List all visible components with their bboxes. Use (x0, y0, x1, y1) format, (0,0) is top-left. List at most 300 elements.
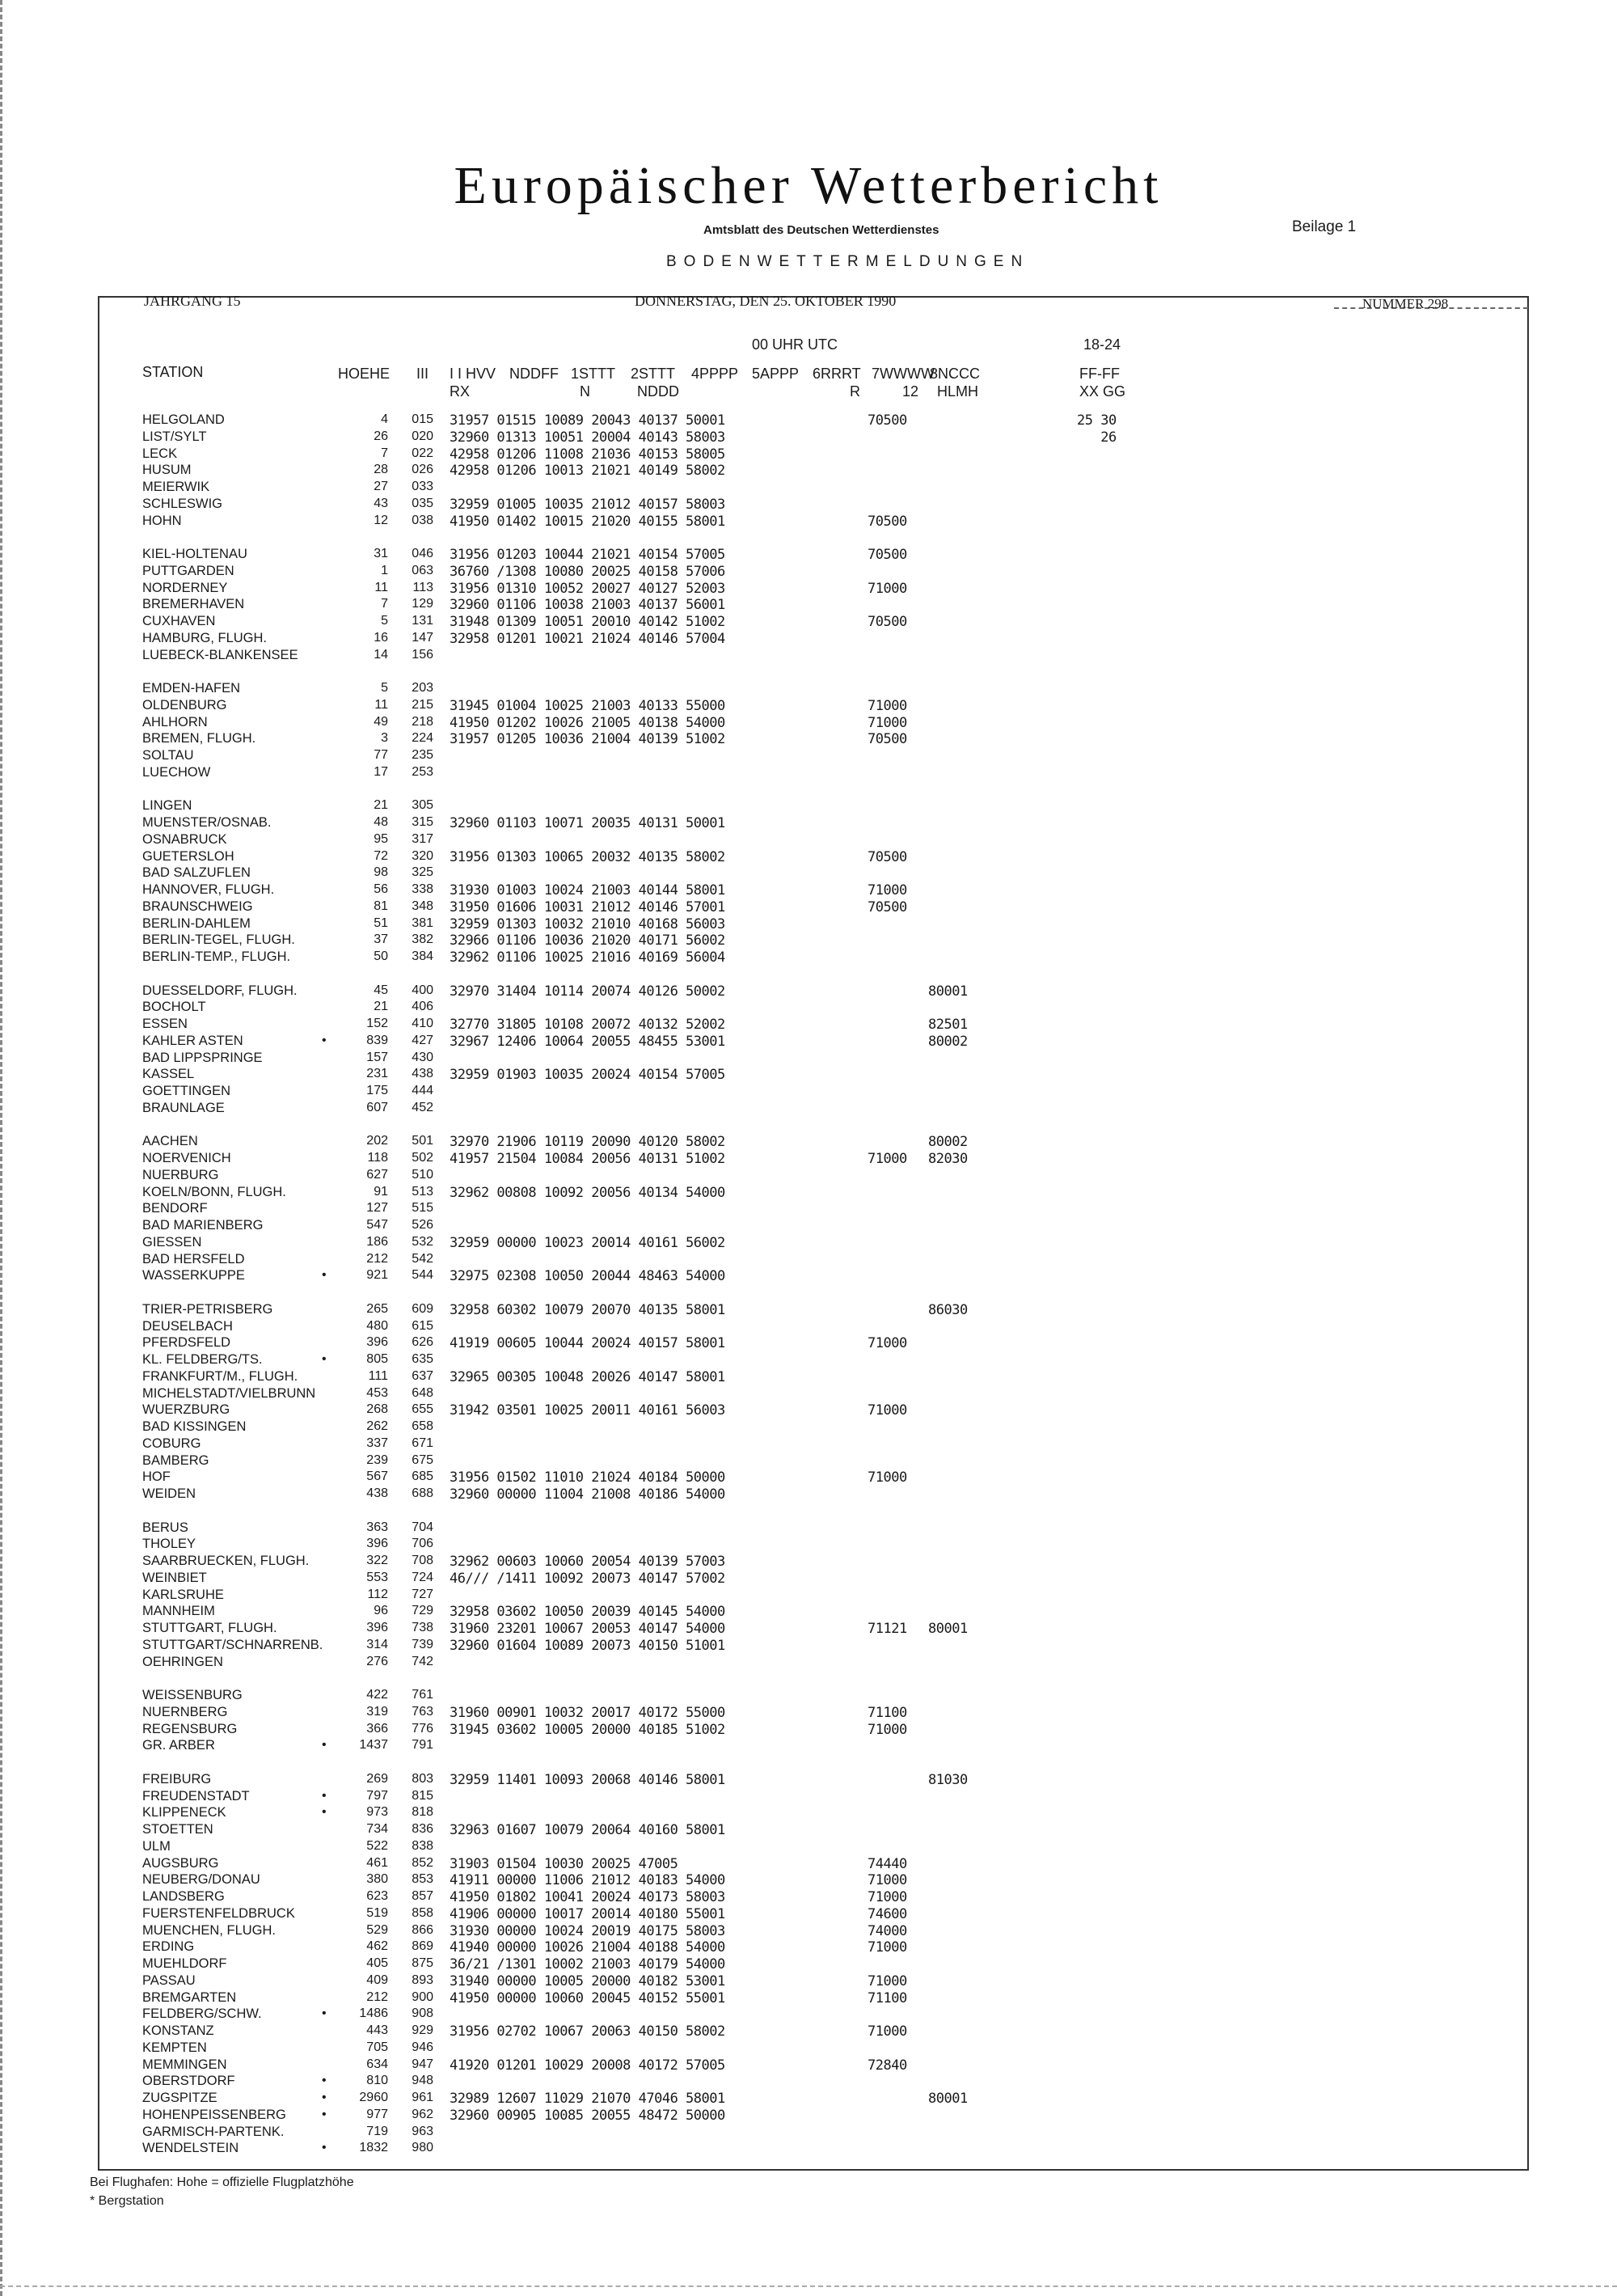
synop-groups: 32965 00305 10048 20026 40147 58001 (450, 1368, 725, 1385)
station-height: 95 (374, 831, 388, 846)
station-index: 038 (412, 513, 433, 527)
station-index: 763 (412, 1704, 433, 1719)
station-height: 977 (366, 2107, 388, 2121)
page-title: Europäischer Wetterbericht (454, 156, 1163, 215)
col-iii: III (416, 366, 429, 382)
period-header: 18-24 (1083, 336, 1121, 353)
group-8nccc: 80002 (928, 1033, 968, 1050)
station-index: 131 (412, 614, 433, 628)
station-name: LECK (142, 446, 178, 461)
col-5appp: 5APPP (752, 366, 800, 382)
synop-groups: 31950 01606 10031 21012 40146 57001 (450, 899, 725, 915)
station-height: 322 (366, 1554, 388, 1567)
station-name: HAMBURG, FLUGH. (142, 630, 268, 645)
col-12: 12 (902, 383, 919, 400)
station-index: 544 (412, 1268, 433, 1283)
station-name: BAD SALZUFLEN (142, 865, 251, 881)
station-height: 269 (366, 1771, 388, 1786)
supplement-label: Beilage 1 (1292, 218, 1357, 235)
station-height: 186 (366, 1234, 388, 1249)
col-xxgg: XX GG (1079, 383, 1126, 400)
station-height: 7 (381, 597, 388, 611)
station-name: HOHN (142, 513, 182, 528)
station-name: LINGEN (142, 798, 192, 814)
synop-groups: 32959 01903 10035 20024 40154 57005 (450, 1067, 725, 1084)
station-index: 739 (412, 1637, 433, 1651)
mountain-marker: • (322, 2091, 327, 2104)
station-height: 11 (374, 580, 388, 594)
station-height: 49 (374, 714, 388, 729)
station-name: NUERBURG (142, 1167, 219, 1182)
date-label: DONNERSTAG, DEN 25. OKTOBER 1990 (635, 293, 897, 309)
station-height: 461 (366, 1855, 388, 1870)
station-name: OSNABRUCK (142, 831, 227, 847)
station-height: 43 (374, 496, 388, 510)
synop-groups: 32958 60302 10079 20070 40135 58001 (450, 1301, 725, 1318)
synop-groups: 32975 02308 10050 20044 48463 54000 (450, 1268, 725, 1285)
synop-groups: 31942 03501 10025 20011 40161 56003 (450, 1402, 725, 1419)
synop-groups: 32962 01106 10025 21016 40169 56004 (450, 949, 725, 966)
station-index: 875 (412, 1956, 433, 1970)
synop-groups: 32966 01106 10036 21020 40171 56002 (450, 932, 725, 949)
station-name: BERLIN-TEMP., FLUGH. (142, 949, 291, 964)
station-name: NOERVENICH (142, 1151, 231, 1165)
station-name: STUTTGART, FLUGH. (142, 1621, 277, 1635)
station-index: 742 (412, 1654, 433, 1668)
station-index: 648 (412, 1385, 433, 1400)
synop-groups: 32770 31805 10108 20072 40132 52002 (450, 1017, 725, 1033)
station-name: GR. ARBER (142, 1738, 215, 1753)
col-nddff: NDDFF (509, 366, 559, 382)
station-index: 853 (412, 1872, 433, 1887)
station-height: 380 (366, 1872, 388, 1887)
station-index: 215 (412, 697, 433, 712)
station-height: 973 (366, 1805, 388, 1820)
synop-groups: 32959 11401 10093 20068 40146 58001 (450, 1771, 725, 1788)
synop-groups: 31945 01004 10025 21003 40133 55000 (450, 697, 725, 714)
station-name: HOHENPEISSENBERG (142, 2107, 286, 2122)
station-height: 627 (366, 1167, 388, 1182)
station-name: ZUGSPITZE (142, 2091, 217, 2105)
station-name: MUENCHEN, FLUGH. (142, 1922, 277, 1938)
station-height: 1832 (359, 2141, 388, 2155)
station-height: 363 (366, 1520, 388, 1534)
synop-groups: 31960 23201 10067 20053 40147 54000 (450, 1621, 725, 1637)
synop-groups: 32960 00905 10085 20055 48472 50000 (450, 2107, 725, 2124)
station-height: 21 (374, 798, 388, 813)
group-8nccc: 86030 (928, 1301, 968, 1318)
station-name: ERDING (142, 1939, 195, 1955)
station-name: MUEHLDORF (142, 1956, 227, 1971)
station-index: 542 (412, 1251, 433, 1266)
group-7wwww: 70500 (868, 899, 907, 915)
station-name: AACHEN (142, 1134, 198, 1149)
station-height: 553 (366, 1570, 388, 1584)
station-height: 37 (374, 932, 388, 947)
time-header: 00 UHR UTC (752, 336, 838, 353)
station-height: 396 (366, 1621, 388, 1634)
synop-groups: 32970 21906 10119 20090 40120 58002 (450, 1134, 725, 1151)
station-index: 063 (412, 563, 433, 577)
station-height: 2960 (359, 2091, 388, 2104)
station-name: KONSTANZ (142, 2023, 214, 2038)
group-8nccc: 81030 (928, 1771, 968, 1788)
station-name: BAD KISSINGEN (142, 1419, 247, 1434)
group-8nccc: 80001 (928, 1621, 968, 1637)
station-name: BRAUNLAGE (142, 1100, 225, 1115)
station-index: 305 (412, 798, 433, 813)
group-7wwww: 70500 (868, 412, 907, 429)
group-7wwww: 72840 (868, 2057, 907, 2074)
station-index: 022 (412, 446, 433, 460)
synop-groups: 36760 /1308 10080 20025 40158 57006 (450, 563, 725, 580)
station-name: OBERSTDORF (142, 2074, 235, 2089)
station-height: 805 (366, 1352, 388, 1366)
station-height: 212 (366, 1251, 388, 1266)
station-name: HELGOLAND (142, 412, 225, 427)
station-index: 685 (412, 1469, 433, 1484)
station-name: BREMEN, FLUGH. (142, 731, 256, 746)
station-index: 947 (412, 2057, 433, 2071)
station-index: 502 (412, 1151, 433, 1165)
station-name: FELDBERG/SCHW. (142, 2006, 262, 2022)
station-index: 147 (412, 630, 433, 645)
station-name: ESSEN (142, 1017, 188, 1031)
mountain-marker: • (322, 1352, 327, 1366)
station-index: 729 (412, 1604, 433, 1618)
station-name: WENDELSTEIN (142, 2141, 239, 2156)
station-index: 706 (412, 1537, 433, 1551)
station-name: MEIERWIK (142, 480, 210, 494)
col-2sttt: 2STTT (631, 366, 676, 382)
station-height: 1437 (359, 1738, 388, 1753)
station-height: 443 (366, 2023, 388, 2037)
station-height: 96 (374, 1604, 388, 1618)
station-name: MANNHEIM (142, 1604, 215, 1619)
station-height: 16 (374, 630, 388, 645)
station-index: 129 (412, 597, 433, 611)
synop-groups: 31960 00901 10032 20017 40172 55000 (450, 1704, 725, 1721)
group-7wwww: 71121 (868, 1621, 907, 1637)
station-name: NORDERNEY (142, 580, 228, 595)
station-height: 405 (366, 1956, 388, 1970)
station-name: SAARBRUECKEN, FLUGH. (142, 1554, 310, 1568)
station-name: BREMERHAVEN (142, 597, 245, 612)
synop-groups: 32958 03602 10050 20039 40145 54000 (450, 1604, 725, 1621)
station-height: 202 (366, 1134, 388, 1148)
station-name: AUGSBURG (142, 1855, 219, 1871)
group-7wwww: 71000 (868, 714, 907, 731)
group-7wwww: 74440 (868, 1855, 907, 1872)
station-name: FREIBURG (142, 1771, 212, 1786)
station-height: 623 (366, 1889, 388, 1903)
station-index: 671 (412, 1436, 433, 1450)
station-height: 11 (374, 697, 388, 712)
synop-groups: 32962 00603 10060 20054 40139 57003 (450, 1554, 725, 1570)
station-name: KARLSRUHE (142, 1587, 224, 1602)
mountain-marker: • (322, 2006, 327, 2021)
station-index: 438 (412, 1067, 433, 1081)
synop-groups: 31930 00000 10024 20019 40175 58003 (450, 1922, 725, 1939)
station-name: BAD LIPPSPRINGE (142, 1050, 263, 1065)
group-7wwww: 70500 (868, 848, 907, 865)
col-6rrrt: 6RRRT (813, 366, 861, 382)
station-name: BENDORF (142, 1201, 208, 1216)
synop-groups: 41940 00000 10026 21004 40188 54000 (450, 1939, 725, 1956)
station-index: 020 (412, 429, 433, 443)
synop-groups: 41950 01402 10015 21020 40155 58001 (450, 513, 725, 530)
synop-groups: 41950 01202 10026 21005 40138 54000 (450, 714, 725, 731)
group-7wwww: 71000 (868, 2023, 907, 2040)
synop-groups: 32989 12607 11029 21070 47046 58001 (450, 2091, 725, 2107)
synop-groups: 32960 01313 10051 20004 40143 58003 (450, 429, 725, 446)
col-rx: RX (450, 383, 471, 400)
station-index: 338 (412, 882, 433, 896)
station-height: 396 (366, 1335, 388, 1350)
station-height: 453 (366, 1385, 388, 1400)
station-height: 519 (366, 1905, 388, 1920)
station-height: 50 (374, 949, 388, 963)
station-height: 337 (366, 1436, 388, 1450)
scan-left-edge (0, 0, 5, 2296)
station-height: 98 (374, 865, 388, 880)
station-name: KEMPTEN (142, 2040, 207, 2055)
group-7wwww: 74000 (868, 1922, 907, 1939)
station-name: BERLIN-TEGEL, FLUGH. (142, 932, 295, 948)
col-hoehe: HOEHE (338, 366, 391, 382)
group-7wwww: 71000 (868, 1335, 907, 1352)
synop-groups: 46/// /1411 10092 20073 40147 57002 (450, 1570, 725, 1587)
station-index: 382 (412, 932, 433, 947)
station-name: HOF (142, 1469, 171, 1485)
col-ihvv: I I HVV (450, 366, 496, 382)
synop-groups: 31956 01203 10044 21021 40154 57005 (450, 547, 725, 563)
col-4pppp: 4PPPP (691, 366, 739, 382)
group-7wwww: 70500 (868, 731, 907, 748)
mountain-marker: • (322, 1788, 327, 1803)
station-name: MUENSTER/OSNAB. (142, 815, 272, 830)
station-index: 688 (412, 1486, 433, 1500)
station-index: 961 (412, 2091, 433, 2104)
station-index: 224 (412, 731, 433, 746)
station-index: 857 (412, 1889, 433, 1903)
station-index: 858 (412, 1905, 433, 1920)
station-height: 17 (374, 764, 388, 779)
station-name: KIEL-HOLTENAU (142, 547, 247, 561)
col-8nccc: 8NCCC (930, 366, 981, 382)
station-height: 45 (374, 983, 388, 997)
station-height: 112 (367, 1587, 388, 1601)
station-index: 708 (412, 1554, 433, 1567)
station-index: 253 (412, 764, 433, 779)
group-7wwww: 71000 (868, 1402, 907, 1419)
station-index: 381 (412, 915, 433, 930)
group-7wwww: 71000 (868, 1469, 907, 1486)
station-height: 31 (374, 547, 388, 560)
station-index: 738 (412, 1621, 433, 1634)
station-name: AHLHORN (142, 714, 208, 729)
station-index: 532 (412, 1234, 433, 1249)
station-height: 127 (366, 1201, 388, 1216)
station-height: 4 (381, 412, 388, 426)
station-name: PASSAU (142, 1973, 196, 1988)
station-name: BAD HERSFELD (142, 1251, 245, 1266)
station-index: 015 (412, 412, 433, 426)
station-height: 157 (366, 1050, 388, 1064)
group-7wwww: 71000 (868, 1872, 907, 1889)
station-name: REGENSBURG (142, 1721, 238, 1736)
station-name: BAMBERG (142, 1452, 209, 1468)
station-index: 727 (412, 1587, 433, 1601)
issue-number: NUMMER 298 (1362, 296, 1449, 311)
station-height: 81 (374, 899, 388, 913)
synop-groups: 41906 00000 10017 20014 40180 55001 (450, 1905, 725, 1922)
group-8nccc: 80001 (928, 2091, 968, 2107)
station-index: 704 (412, 1520, 433, 1534)
station-name: SCHLESWIG (142, 496, 223, 511)
station-height: 28 (374, 463, 388, 477)
synop-groups: 32960 01103 10071 20035 40131 50001 (450, 815, 725, 831)
group-ffff: 26 (1077, 429, 1117, 446)
station-index: 948 (412, 2074, 433, 2088)
station-height: 634 (366, 2057, 388, 2071)
station-name: EMDEN-HAFEN (142, 681, 241, 696)
synop-groups: 31957 01515 10089 20043 40137 50001 (450, 412, 725, 429)
synop-groups: 31948 01309 10051 20010 40142 51002 (450, 614, 725, 630)
station-name: FRANKFURT/M., FLUGH. (142, 1368, 298, 1384)
station-height: 72 (374, 848, 388, 863)
station-height: 265 (366, 1301, 388, 1316)
station-height: 276 (366, 1654, 388, 1668)
station-index: 348 (412, 899, 433, 913)
station-height: 56 (374, 882, 388, 896)
station-height: 1486 (359, 2006, 388, 2021)
station-height: 480 (366, 1318, 388, 1333)
station-height: 839 (366, 1033, 388, 1047)
mountain-marker: • (322, 2141, 327, 2155)
page-subtitle: Amtsblatt des Deutschen Wetterdienstes (703, 223, 939, 237)
station-index: 026 (412, 463, 433, 477)
synop-groups: 31956 01502 11010 21024 40184 50000 (450, 1469, 725, 1486)
station-name: BRAUNSCHWEIG (142, 899, 253, 914)
station-height: 5 (381, 614, 388, 628)
station-name: HUSUM (142, 463, 192, 478)
synop-groups: 41911 00000 11006 21012 40183 54000 (450, 1872, 725, 1889)
station-index: 430 (412, 1050, 433, 1064)
station-height: 607 (366, 1100, 388, 1114)
station-index: 675 (412, 1452, 433, 1467)
col-hlmh: HLMH (937, 383, 979, 400)
station-name: STUTTGART/SCHNARRENB. (142, 1637, 323, 1652)
col-1sttt: 1STTT (571, 366, 616, 382)
synop-groups: 31956 01303 10065 20032 40135 58002 (450, 848, 725, 865)
station-index: 658 (412, 1419, 433, 1433)
station-index: 315 (412, 815, 433, 829)
station-height: 111 (368, 1368, 388, 1383)
station-height: 734 (366, 1822, 388, 1836)
station-height: 14 (374, 647, 388, 662)
synop-groups: 32960 01106 10038 21003 40137 56001 (450, 597, 725, 614)
station-height: 12 (374, 513, 388, 527)
station-index: 526 (412, 1218, 433, 1232)
station-name: WASSERKUPPE (142, 1268, 245, 1283)
station-index: 615 (412, 1318, 433, 1333)
station-index: 113 (412, 580, 433, 594)
station-name: WEINBIET (142, 1570, 207, 1585)
station-height: 522 (366, 1838, 388, 1853)
station-name: WUERZBURG (142, 1402, 230, 1418)
station-height: 705 (366, 2040, 388, 2054)
station-index: 406 (412, 1000, 433, 1014)
station-height: 118 (367, 1151, 388, 1165)
station-index: 635 (412, 1352, 433, 1366)
station-index: 501 (412, 1134, 433, 1148)
group-7wwww: 71000 (868, 580, 907, 597)
synop-groups: 41957 21504 10084 20056 40131 51002 (450, 1151, 725, 1167)
station-name: GIESSEN (142, 1234, 202, 1249)
group-7wwww: 70500 (868, 614, 907, 630)
col-ffff: FF-FF (1079, 366, 1120, 382)
synop-groups: 32959 01303 10032 21010 40168 56003 (450, 915, 725, 932)
station-height: 921 (366, 1268, 388, 1283)
station-height: 810 (366, 2074, 388, 2088)
group-8nccc: 82501 (928, 1017, 968, 1033)
station-name: GARMISCH-PARTENK. (142, 2124, 285, 2139)
group-8nccc: 80001 (928, 983, 968, 1000)
station-height: 462 (366, 1939, 388, 1954)
synop-groups: 32959 01005 10035 21012 40157 58003 (450, 496, 725, 513)
synop-groups: 32960 01604 10089 20073 40150 51001 (450, 1637, 725, 1654)
station-index: 852 (412, 1855, 433, 1870)
station-index: 626 (412, 1335, 433, 1350)
station-name: BERUS (142, 1520, 188, 1535)
station-index: 035 (412, 496, 433, 510)
group-7wwww: 71000 (868, 882, 907, 899)
group-7wwww: 71000 (868, 1151, 907, 1167)
station-height: 77 (374, 748, 388, 762)
station-name: GOETTINGEN (142, 1084, 231, 1098)
mountain-marker: • (322, 1738, 327, 1753)
station-index: 218 (412, 714, 433, 729)
synop-groups: 31930 01003 10024 21003 40144 58001 (450, 882, 725, 899)
station-name: PFERDSFELD (142, 1335, 231, 1351)
footnote-airport: Bei Flughafen: Hohe = offizielle Flugplatzhöhe (90, 2175, 354, 2189)
station-name: LIST/SYLT (142, 429, 207, 444)
synop-groups: 42958 01206 11008 21036 40153 58005 (450, 446, 725, 463)
station-name: BERLIN-DAHLEM (142, 915, 251, 931)
station-index: 761 (412, 1688, 433, 1702)
station-index: 515 (412, 1201, 433, 1216)
station-index: 655 (412, 1402, 433, 1417)
station-index: 815 (412, 1788, 433, 1803)
station-index: 033 (412, 480, 433, 493)
col-nddd: NDDD (637, 383, 679, 400)
station-height: 438 (366, 1486, 388, 1500)
station-index: 980 (412, 2141, 433, 2155)
station-index: 963 (412, 2124, 433, 2138)
synop-groups: 32959 00000 10023 20014 40161 56002 (450, 1234, 725, 1251)
station-index: 452 (412, 1100, 433, 1114)
group-7wwww: 71100 (868, 1704, 907, 1721)
station-name: KAHLER ASTEN (142, 1033, 243, 1048)
station-name: THOLEY (142, 1537, 196, 1552)
station-name: DUESSELDORF, FLUGH. (142, 983, 298, 998)
synop-groups: 42958 01206 10013 21021 40149 58002 (450, 463, 725, 480)
station-index: 836 (412, 1822, 433, 1836)
station-name: FREUDENSTADT (142, 1788, 250, 1803)
station-name: NEUBERG/DONAU (142, 1872, 260, 1888)
synop-groups: 32970 31404 10114 20074 40126 50002 (450, 983, 725, 1000)
